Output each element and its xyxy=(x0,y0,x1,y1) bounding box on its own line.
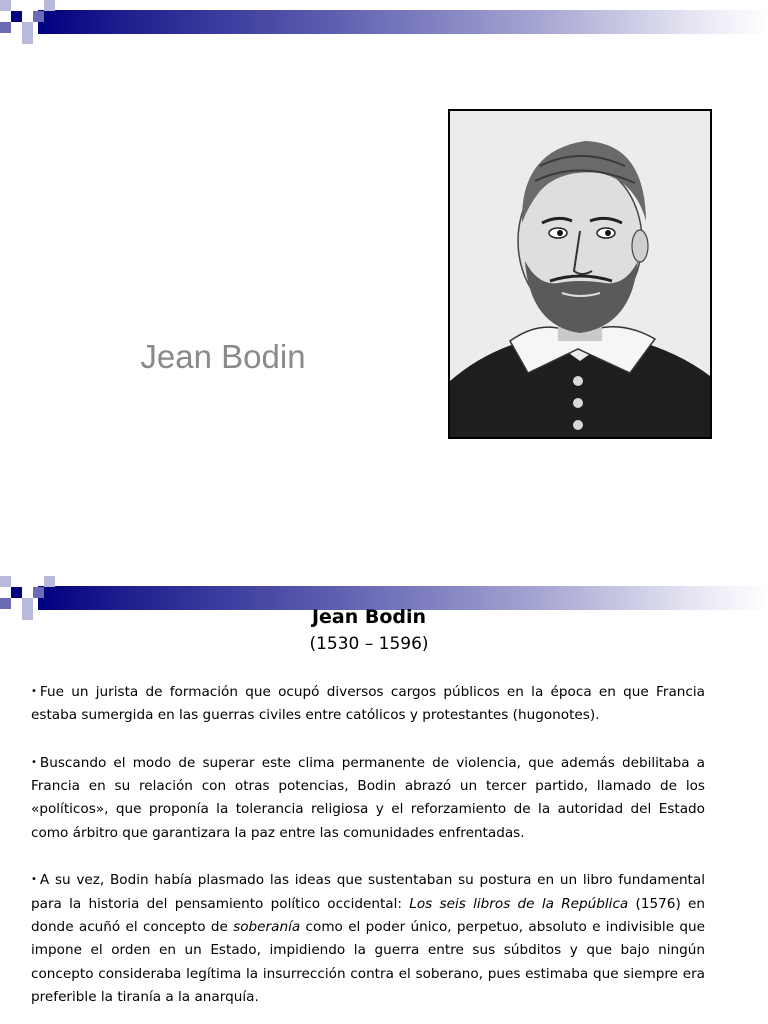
checker-square xyxy=(44,0,55,11)
portrait-engraving xyxy=(450,111,710,437)
bullet-icon: • xyxy=(31,756,37,768)
checker-square xyxy=(33,587,44,598)
checker-square xyxy=(22,33,33,44)
header-gradient-bar xyxy=(38,10,768,34)
checker-square xyxy=(33,11,44,22)
checker-square xyxy=(0,576,11,587)
italic-text: Los seis libros de la República xyxy=(409,895,629,912)
paragraph-text: (1576) en donde acuñó el concepto de xyxy=(31,895,706,935)
paragraph-text: Fue un jurista de formación que ocupó diversos cargos públicos en la época en que Francia estaba sumergida en las guerras civiles entre católicos y protestantes (hugonotes). xyxy=(31,684,705,724)
slide-biography xyxy=(0,576,768,1024)
bullet-icon: • xyxy=(31,686,37,697)
header-decoration xyxy=(0,0,768,48)
bullet-paragraph xyxy=(31,680,705,728)
biography-dates: (1530 – 1596) xyxy=(309,634,429,654)
checker-square xyxy=(11,587,22,598)
bullet-paragraph xyxy=(31,751,705,845)
checker-square xyxy=(0,22,11,33)
biography-title: Jean Bodin xyxy=(311,606,427,628)
checker-square xyxy=(22,22,33,33)
paragraph-text: A su vez, Bodin había plasmado las ideas que sustentaban su postura en un libro fundamental para la historia del pensamiento político occidental: xyxy=(31,872,705,912)
paragraph-text: como el poder único, perpetuo, absoluto e indivisible que impone el orden en un Estado, impidiendo la guerra entre sus súbditos y que bajo ningún concepto consideraba legítima la insurrección contra el soberano, pues estimaba que siempre era preferible la tiranía a la anarquía. xyxy=(31,918,705,1005)
paragraph-text: Buscando el modo de superar este clima permanente de violencia, que además debilitaba a Francia en su relación con otras potencias, Bodin abrazó un tercer partido, llamado de los «políticos», que proponía la tolerancia religiosa y el reforzamiento de la autoridad del Estado como árbitro que garantizara la paz entre las comunidades enfrentadas. xyxy=(31,754,705,841)
slide-title-text: Jean Bodin xyxy=(140,338,306,375)
biography-body xyxy=(31,680,705,1009)
bullet-icon: • xyxy=(31,874,37,886)
bullet-paragraph xyxy=(31,868,705,1009)
checker-square xyxy=(0,0,11,11)
portrait-image xyxy=(448,109,712,439)
italic-text: soberanía xyxy=(233,918,301,935)
checker-square xyxy=(44,576,55,587)
checker-square xyxy=(11,11,22,22)
